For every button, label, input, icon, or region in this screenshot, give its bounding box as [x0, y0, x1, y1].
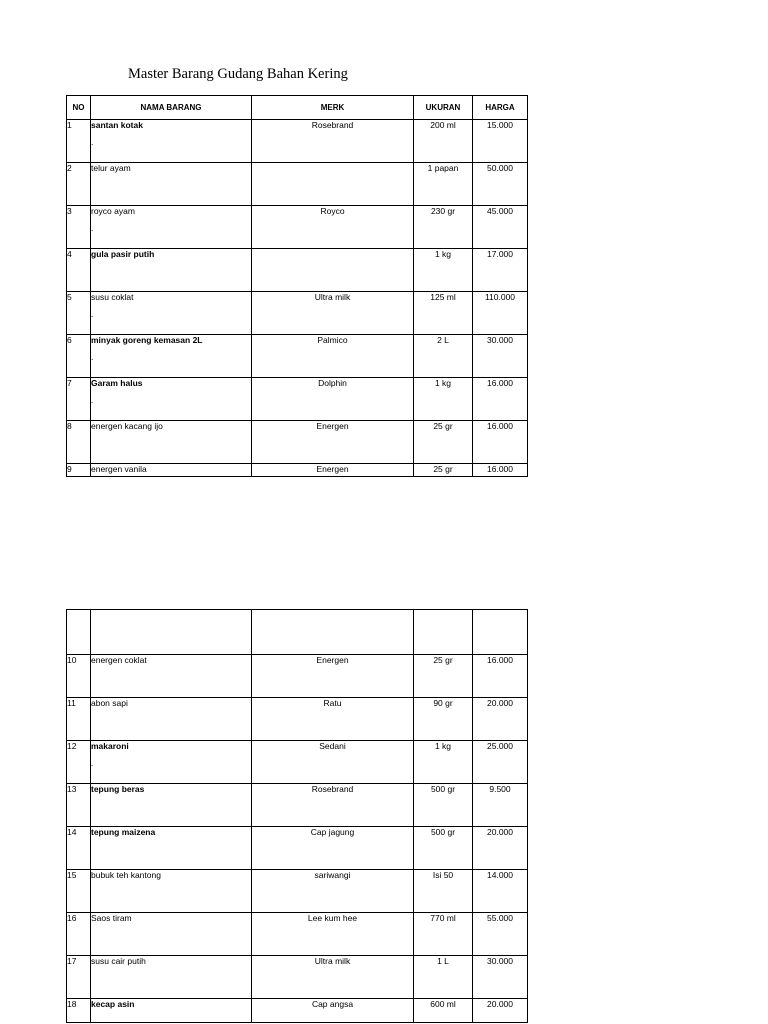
cell-merk: Dolphin [252, 378, 414, 421]
item-name: kecap asin [91, 999, 135, 1009]
cell-merk: Cap jagung [252, 827, 414, 870]
cell-ukuran: 90 gr [414, 698, 473, 741]
cell-nama-barang [91, 956, 252, 999]
table-row [67, 827, 528, 870]
item-name: tepung beras [91, 784, 145, 794]
cell-harga: 30.000 [473, 335, 528, 378]
cell-no: 14 [67, 827, 91, 870]
item-name: energen coklat [91, 655, 147, 665]
cell-nama-barang [91, 999, 252, 1023]
cell-harga: 50.000 [473, 163, 528, 206]
cell-nama-barang [91, 378, 252, 421]
cell-no: 5 [67, 292, 91, 335]
table-row [67, 698, 528, 741]
item-name: energen kacang ijo [91, 421, 163, 431]
cell-merk: Ultra milk [252, 956, 414, 999]
cell-nama-barang [91, 292, 252, 335]
item-dot: . [91, 309, 94, 319]
item-name: Garam halus [91, 378, 143, 388]
table-row [67, 870, 528, 913]
cell-no: 2 [67, 163, 91, 206]
cell-merk: Energen [252, 655, 414, 698]
cell-merk [252, 163, 414, 206]
cell-nama-barang [91, 335, 252, 378]
cell-harga: 20.000 [473, 827, 528, 870]
cell-merk: Royco [252, 206, 414, 249]
cell-no: 6 [67, 335, 91, 378]
item-dot: . [91, 137, 94, 147]
cell-no: 4 [67, 249, 91, 292]
cell-nama-barang [91, 784, 252, 827]
table-row [67, 163, 528, 206]
table-row [67, 655, 528, 698]
table-row [67, 249, 528, 292]
header-harga: HARGA [473, 96, 528, 120]
cell-harga: 16.000 [473, 378, 528, 421]
cell-ukuran: 230 gr [414, 206, 473, 249]
cell-ukuran: Isi 50 [414, 870, 473, 913]
table-row [67, 206, 528, 249]
cell-nama-barang [91, 421, 252, 464]
item-name: abon sapi [91, 698, 128, 708]
table-row [67, 999, 528, 1023]
cell-harga: 15.000 [473, 120, 528, 163]
item-name: minyak goreng kemasan 2L [91, 335, 203, 345]
item-name: telur ayam [91, 163, 131, 173]
table-row [67, 913, 528, 956]
cell-harga: 110.000 [473, 292, 528, 335]
item-name: tepung maizena [91, 827, 156, 837]
cell-merk: Lee kum hee [252, 913, 414, 956]
cell-nama-barang [91, 741, 252, 784]
items-table-2 [66, 609, 528, 1023]
cell-nama-barang [91, 610, 252, 655]
cell-merk: Energen [252, 421, 414, 464]
cell-ukuran: 25 gr [414, 421, 473, 464]
cell-ukuran: 1 kg [414, 249, 473, 292]
cell-no: 1 [67, 120, 91, 163]
cell-nama-barang [91, 698, 252, 741]
table-row [67, 378, 528, 421]
cell-harga: 55.000 [473, 913, 528, 956]
cell-no: 15 [67, 870, 91, 913]
cell-nama-barang [91, 120, 252, 163]
item-name: susu cair putih [91, 956, 146, 966]
table-row [67, 956, 528, 999]
cell-ukuran: 500 gr [414, 784, 473, 827]
cell-nama-barang [91, 163, 252, 206]
cell-merk: Sedani [252, 741, 414, 784]
cell-ukuran: 1 L [414, 956, 473, 999]
cell-merk: Rosebrand [252, 120, 414, 163]
cell-ukuran: 125 ml [414, 292, 473, 335]
cell-no [67, 610, 91, 655]
cell-no: 10 [67, 655, 91, 698]
cell-merk [252, 249, 414, 292]
table-row [67, 335, 528, 378]
cell-nama-barang [91, 827, 252, 870]
cell-merk: sariwangi [252, 870, 414, 913]
table-row [67, 741, 528, 784]
item-name: bubuk teh kantong [91, 870, 161, 880]
page-title: Master Barang Gudang Bahan Kering [128, 66, 348, 82]
cell-merk: Palmico [252, 335, 414, 378]
table-row [67, 610, 528, 655]
cell-ukuran: 1 kg [414, 741, 473, 784]
cell-harga: 45.000 [473, 206, 528, 249]
cell-no: 8 [67, 421, 91, 464]
cell-ukuran [414, 610, 473, 655]
cell-no: 17 [67, 956, 91, 999]
cell-harga: 25.000 [473, 741, 528, 784]
item-dot: . [91, 352, 94, 362]
item-dot: . [91, 758, 94, 768]
item-dot: . [91, 395, 94, 405]
cell-ukuran: 500 gr [414, 827, 473, 870]
item-dot: . [91, 223, 94, 233]
cell-no: 3 [67, 206, 91, 249]
header-no: NO [67, 96, 91, 120]
table-row [67, 464, 528, 477]
cell-nama-barang [91, 249, 252, 292]
cell-ukuran: 770 ml [414, 913, 473, 956]
cell-merk: Rosebrand [252, 784, 414, 827]
cell-ukuran: 600 ml [414, 999, 473, 1023]
item-name: Saos tiram [91, 913, 132, 923]
items-table-1 [66, 95, 528, 477]
cell-nama-barang [91, 870, 252, 913]
cell-harga [473, 610, 528, 655]
cell-no: 12 [67, 741, 91, 784]
cell-no: 13 [67, 784, 91, 827]
header-row [67, 96, 528, 120]
cell-nama-barang [91, 655, 252, 698]
item-name: royco ayam [91, 206, 135, 216]
cell-harga: 20.000 [473, 698, 528, 741]
header-nama-barang: NAMA BARANG [91, 96, 252, 120]
cell-nama-barang [91, 464, 252, 477]
table-row [67, 292, 528, 335]
cell-merk: Ultra milk [252, 292, 414, 335]
item-name: energen vanila [91, 464, 147, 474]
cell-harga: 17.000 [473, 249, 528, 292]
item-name: gula pasir putih [91, 249, 155, 259]
cell-no: 7 [67, 378, 91, 421]
cell-ukuran: 25 gr [414, 464, 473, 477]
cell-harga: 16.000 [473, 421, 528, 464]
cell-ukuran: 1 kg [414, 378, 473, 421]
cell-harga: 16.000 [473, 464, 528, 477]
cell-ukuran: 200 ml [414, 120, 473, 163]
header-ukuran: UKURAN [414, 96, 473, 120]
header-merk: MERK [252, 96, 414, 120]
item-name: santan kotak [91, 120, 143, 130]
cell-no: 18 [67, 999, 91, 1023]
cell-harga: 16.000 [473, 655, 528, 698]
table-row [67, 421, 528, 464]
table-row [67, 120, 528, 163]
item-name: makaroni [91, 741, 129, 751]
cell-no: 9 [67, 464, 91, 477]
cell-merk: Ratu [252, 698, 414, 741]
cell-nama-barang [91, 206, 252, 249]
cell-harga: 30.000 [473, 956, 528, 999]
cell-ukuran: 25 gr [414, 655, 473, 698]
cell-harga: 9.500 [473, 784, 528, 827]
cell-harga: 20.000 [473, 999, 528, 1023]
cell-merk: Energen [252, 464, 414, 477]
table-row [67, 784, 528, 827]
item-name: susu coklat [91, 292, 134, 302]
cell-merk [252, 610, 414, 655]
cell-no: 11 [67, 698, 91, 741]
cell-no: 16 [67, 913, 91, 956]
cell-ukuran: 1 papan [414, 163, 473, 206]
cell-merk: Cap angsa [252, 999, 414, 1023]
cell-harga: 14.000 [473, 870, 528, 913]
cell-nama-barang [91, 913, 252, 956]
cell-ukuran: 2 L [414, 335, 473, 378]
